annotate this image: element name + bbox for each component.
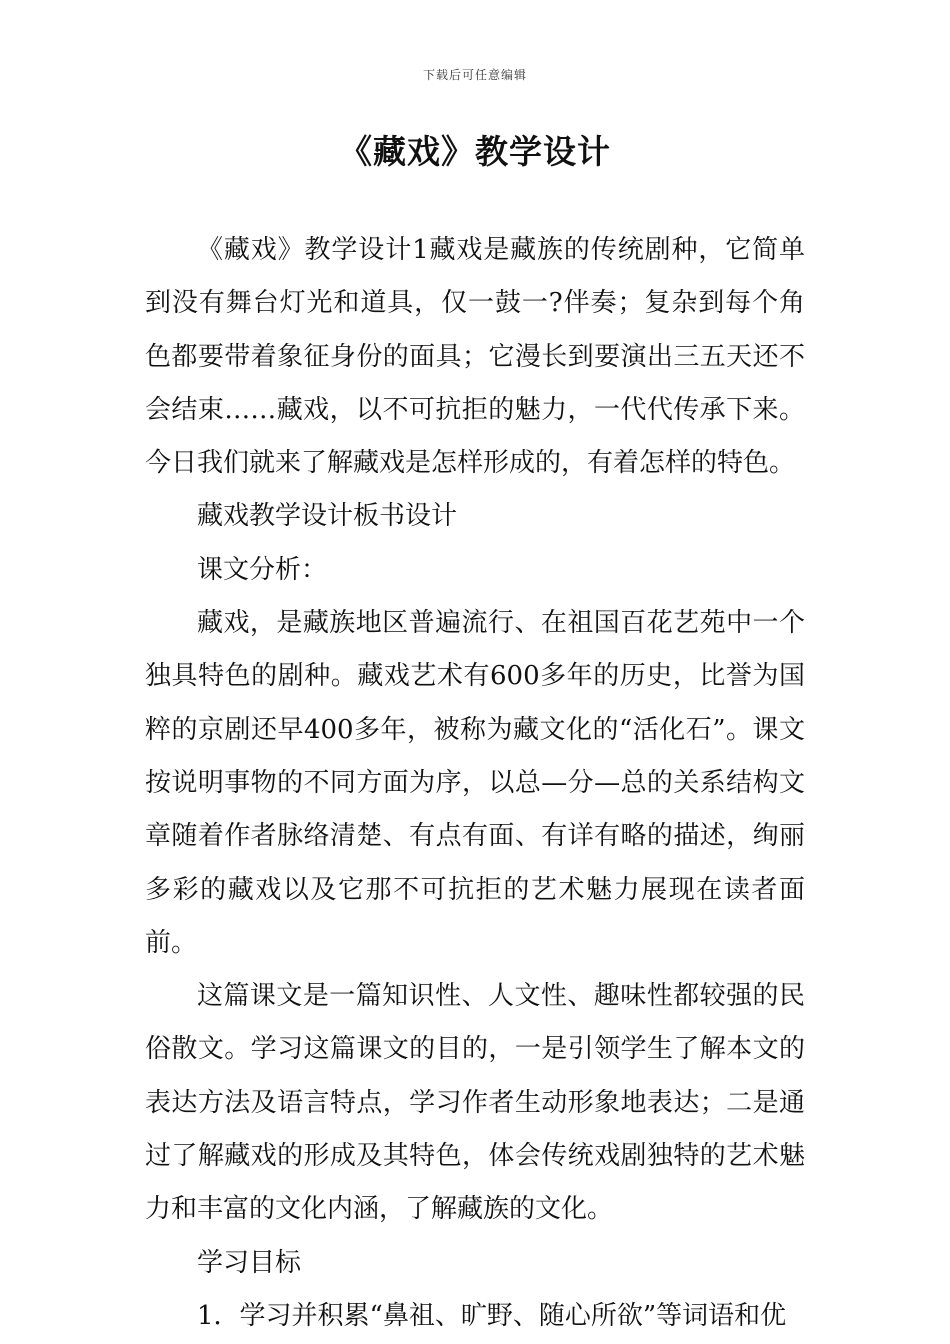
document-title: 《藏戏》教学设计 xyxy=(339,132,611,171)
paragraph-objective-1: 1．学习并积累“鼻祖、旷野、随心所欲”等词语和优 xyxy=(197,1300,787,1331)
paragraph-purpose: 这篇课文是一篇知识性、人文性、趣味性都较强的民俗散文。学习这篇课文的目的，一是引领学生了解本文的表达方法及语言特点，学习作者生动形象地表达；二是通过了解藏戏的形成及其特色，体会传统戏剧独特的艺术魅力和丰富的文化内涵，了解藏族的文化。 xyxy=(145,981,805,1225)
paragraph-analysis-heading: 课文分析： xyxy=(197,554,328,585)
header-note: 下载后可任意编辑 xyxy=(422,68,527,82)
paragraph-intro: 《藏戏》教学设计1藏戏是藏族的传统剧种，它简单到没有舞台灯光和道具，仅一鼓一?伴奏；复杂到每个角色都要带着象征身份的面具；它漫长到要演出三五天还不会结束……藏戏，以不可抗拒的魅力，一代代传承下来。今日我们就来了解藏戏是怎样形成的，有着怎样的特色。 xyxy=(145,235,805,479)
document-body xyxy=(145,224,805,1343)
paragraph-objectives-heading: 学习目标 xyxy=(197,1247,302,1278)
paragraph-board-design: 藏戏教学设计板书设计 xyxy=(197,501,458,532)
paragraph-analysis: 藏戏，是藏族地区普遍流行、在祖国百花艺苑中一个独具特色的剧种。藏戏艺术有600多年的历史，比誉为国粹的京剧还早400多年，被称为藏文化的“活化石”。课文按说明事物的不同方面为序，以总—分—总的关系结构文章随着作者脉络清楚、有点有面、有详有略的描述，绚丽多彩的藏戏以及它那不可抗拒的艺术魅力展现在读者面前。 xyxy=(145,608,805,958)
